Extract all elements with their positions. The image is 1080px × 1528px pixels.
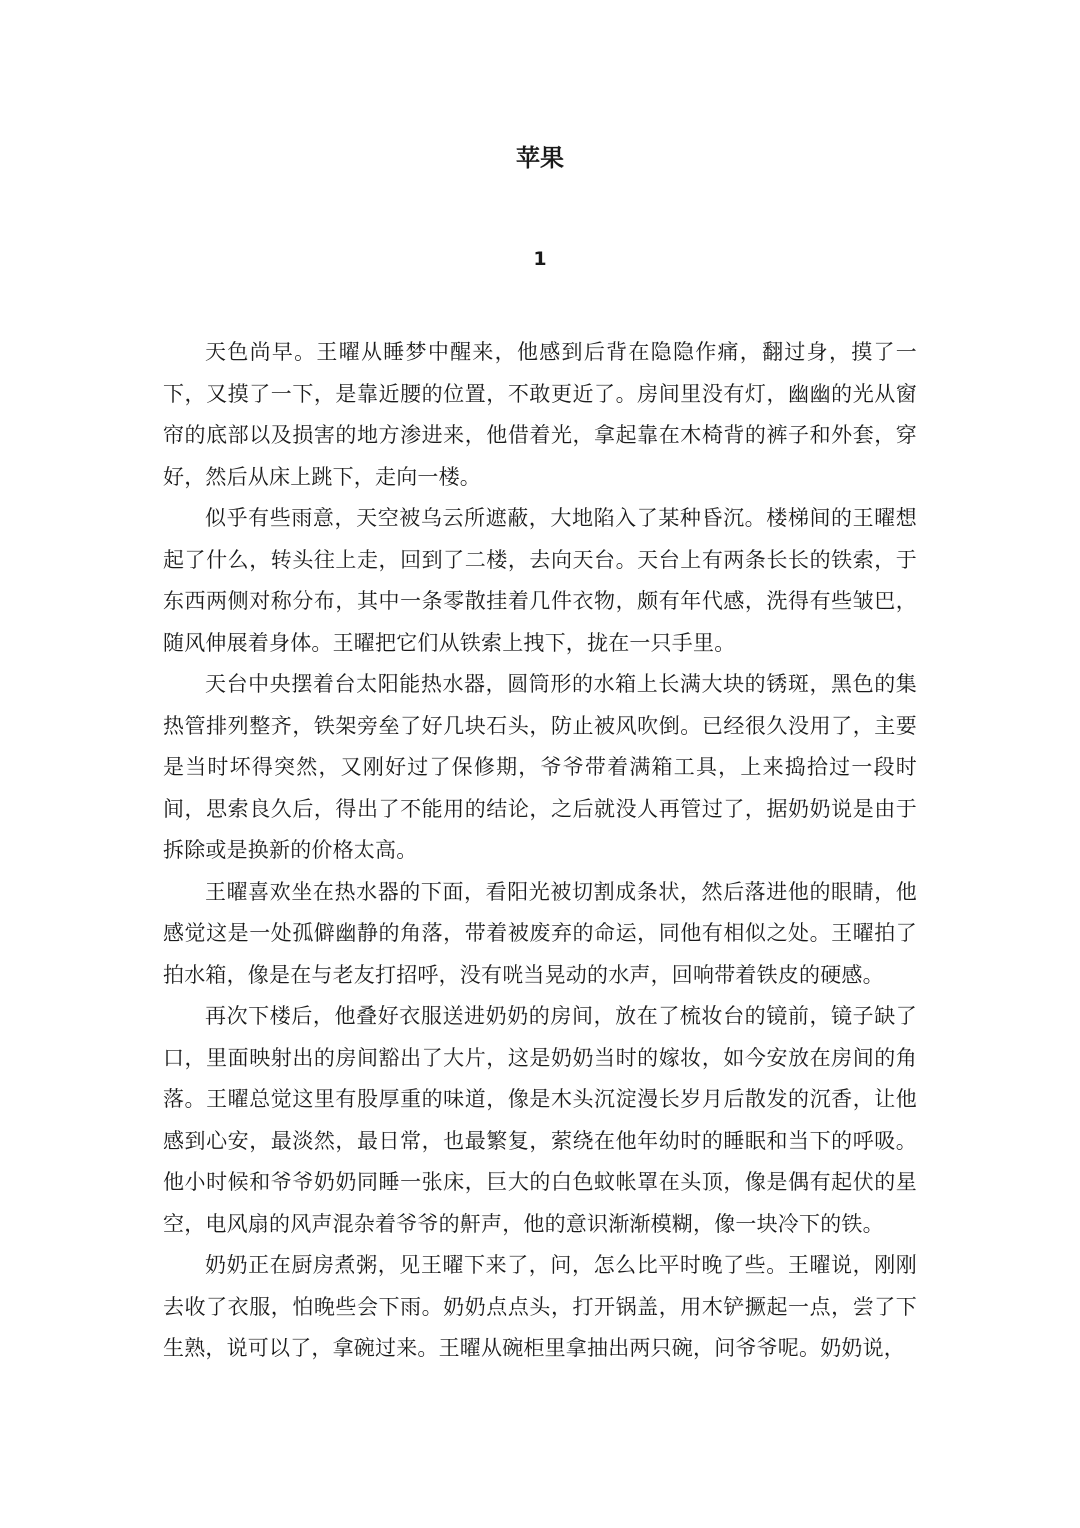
paragraph: 奶奶正在厨房煮粥，见王曜下来了，问，怎么比平时晚了些。王曜说，刚刚去收了衣服，怕晚些会下雨。奶奶点点头，打开锅盖，用木铲撅起一点，尝了下生熟，说可以了，拿碗过来。王曜从碗柜里拿抽出两只碗，问爷爷呢。奶奶说，	[163, 1253, 917, 1360]
body-text	[163, 332, 917, 1370]
paragraph: 似乎有些雨意，天空被乌云所遮蔽，大地陷入了某种昏沉。楼梯间的王曜想起了什么，转头往上走，回到了二楼，去向天台。天台上有两条长长的铁索，于东西两侧对称分布，其中一条零散挂着几件衣物，颇有年代感，洗得有些皱巴，随风伸展着身体。王曜把它们从铁索上拽下，拢在一只手里。	[163, 506, 917, 655]
chapter-number: 1	[533, 248, 547, 270]
paragraph: 天台中央摆着台太阳能热水器，圆筒形的水箱上长满大块的锈斑，黑色的集热管排列整齐，铁架旁垒了好几块石头，防止被风吹倒。已经很久没用了，主要是当时坏得突然，又刚好过了保修期，爷爷带着满箱工具，上来捣拾过一段时间，思索良久后，得出了不能用的结论，之后就没人再管过了，据奶奶说是由于拆除或是换新的价格太高。	[163, 672, 917, 862]
page-title: 苹果	[516, 144, 564, 172]
paragraph: 王曜喜欢坐在热水器的下面，看阳光被切割成条状，然后落进他的眼睛，他感觉这是一处孤僻幽静的角落，带着被废弃的命运，同他有相似之处。王曜拍了拍水箱，像是在与老友打招呼，没有咣当晃动的水声，回响带着铁皮的硬感。	[163, 879, 917, 987]
paragraph: 再次下楼后，他叠好衣服送进奶奶的房间，放在了梳妆台的镜前，镜子缺了口，里面映射出的房间豁出了大片，这是奶奶当时的嫁妆，如今安放在房间的角落。王曜总觉这里有股厚重的味道，像是木头沉淀漫长岁月后散发的沉香，让他感到心安，最淡然，最日常，也最繁复，萦绕在他年幼时的睡眠和当下的呼吸。他小时候和爷爷奶奶同睡一张床，巨大的白色蚊帐罩在头顶，像是偶有起伏的星空，电风扇的风声混杂着爷爷的鼾声，他的意识渐渐模糊，像一块冷下的铁。	[163, 1004, 917, 1236]
paragraph: 天色尚早。王曜从睡梦中醒来，他感到后背在隐隐作痛，翻过身，摸了一下，又摸了一下，是靠近腰的位置，不敢更近了。房间里没有灯，幽幽的光从窗帘的底部以及损害的地方渗进来，他借着光，拿起靠在木椅背的裤子和外套，穿好，然后从床上跳下，走向一楼。	[163, 340, 917, 489]
